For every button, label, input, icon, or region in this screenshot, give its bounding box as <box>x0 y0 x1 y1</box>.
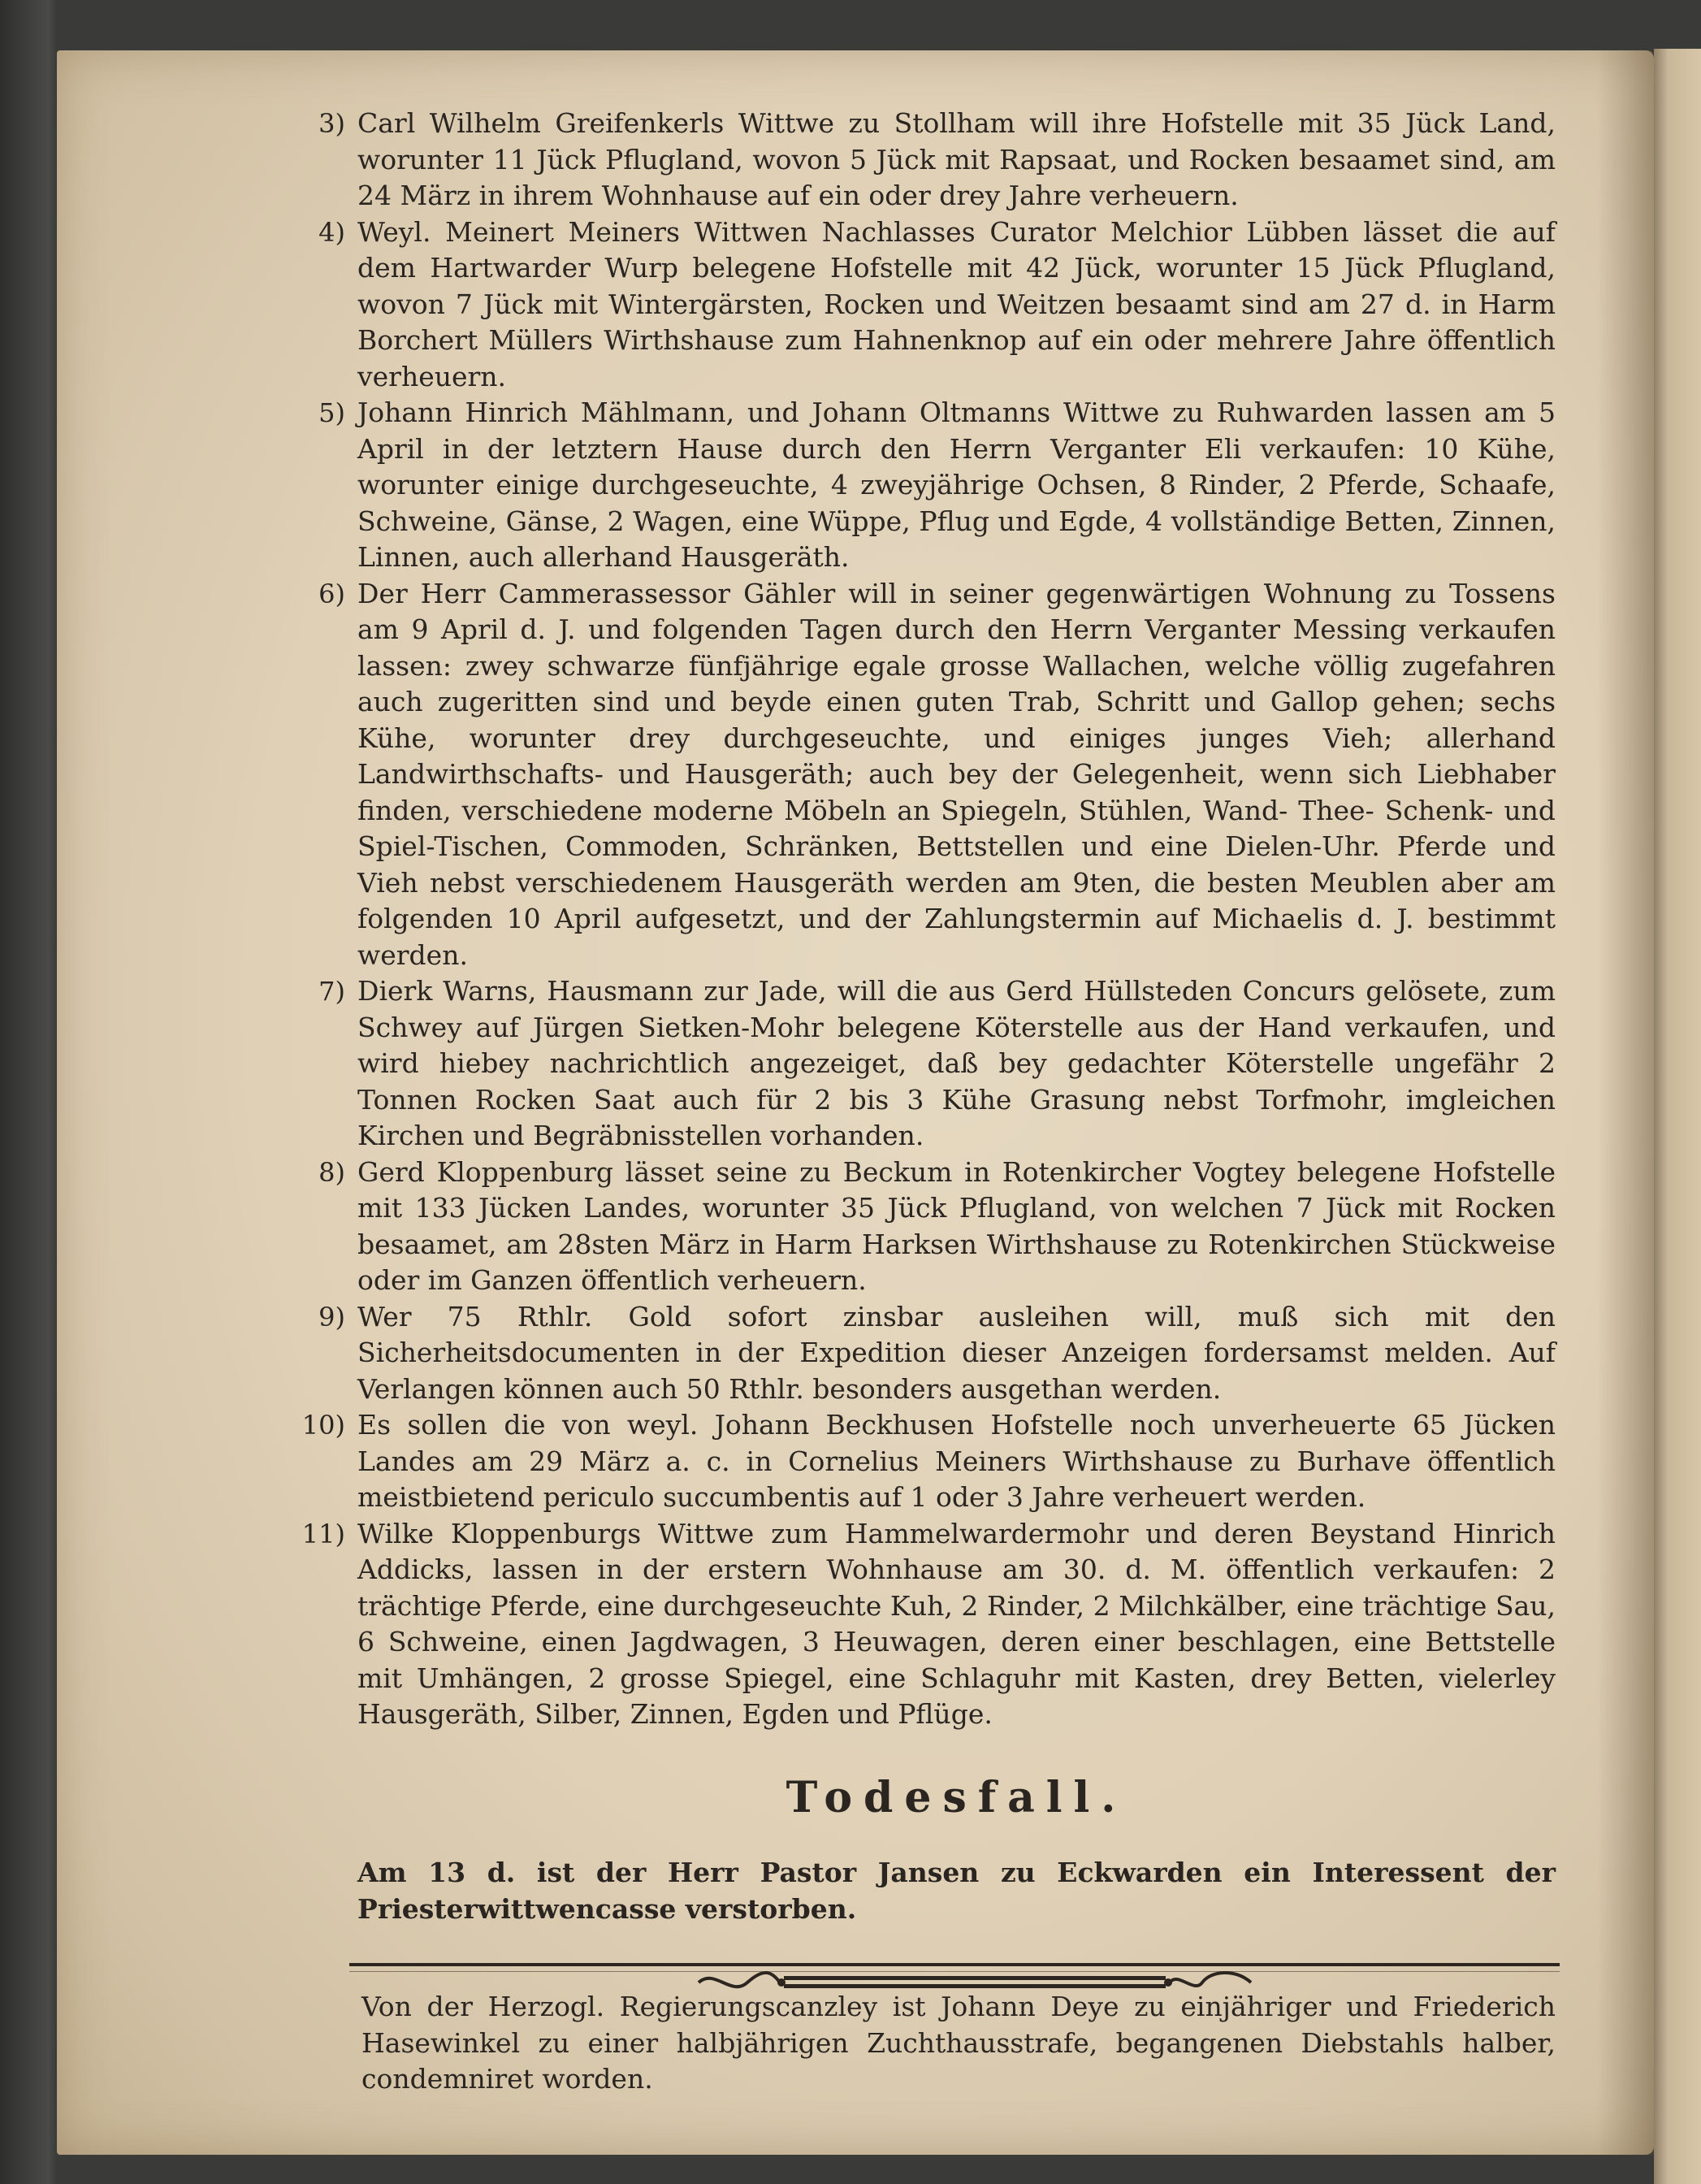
entry-number: 7) <box>318 976 345 1007</box>
entry-number: 10) <box>301 1410 345 1441</box>
entry-text: Dierk Warns, Hausmann zur Jade, will die aus Gerd Hüllsteden Concurs gelösete, zum Schwey auf Jürgen Sietken-Mohr belegene Köterstelle aus der Hand verkaufen, und wird hiebey nachrichtlich angezeiget, daß bey gedachter Köterstelle ungefähr 2 Tonnen Rocken Saat auch für 2 bis 3 Kühe Grasung nebst Torfmohr, imgleichen Kirchen und Begräbnisstellen vorhanden. <box>357 975 1556 1151</box>
entry-4 <box>318 214 1556 396</box>
gutter-shadow <box>1597 50 1654 2155</box>
entry-3 <box>318 106 1556 214</box>
entry-text: Weyl. Meinert Meiners Wittwen Nachlasses Curator Melchior Lübben lässet die auf dem Hartwarder Wurp belegene Hofstelle mit 42 Jück, worunter 15 Jück Pflugland, wovon 7 Jück mit Wintergärsten, Rocken und Weitzen besaamt sind am 27 d. in Harm Borchert Müllers Wirthshause zum Hahnenknop auf ein oder mehrere Jahre öffentlich verheuern. <box>357 215 1556 392</box>
entry-9 <box>318 1299 1556 1408</box>
entry-5 <box>318 395 1556 576</box>
entry-text: Der Herr Cammerassessor Gähler will in seiner gegenwärtigen Wohnung zu Tossens am 9 April d. J. und folgenden Tagen durch den Herrn Verganter Messing verkaufen lassen: zwey schwarze fünfjährige egale grosse Wallachen, welche völlig zugefahren auch zugeritten sind und beyde einen guten Trab, Schritt und Gallop gehen; sechs Kühe, worunter drey durchgeseuchte, und einiges junges Vieh; allerhand Landwirthschafts- und Hausgeräth; auch bey der Gelegenheit, wenn sich Liebhaber finden, verschiedene moderne Möbeln an Spiegeln, Stühlen, Wand- Thee- Schenk- und Spiel-Tischen, Commoden, Schränken, Bettstellen und eine Dielen-Uhr. Pferde und Vieh nebst verschiedenem Hausgeräth werden am 9ten, die besten Meublen aber am folgenden 10 April aufgesetzt, und der Zahlungstermin auf Michaelis d. J. bestimmt werden. <box>357 577 1556 971</box>
entry-number: 9) <box>318 1301 345 1332</box>
entry-number: 5) <box>318 397 345 428</box>
entry-number: 11) <box>301 1518 345 1549</box>
entry-text: Gerd Kloppenburg lässet seine zu Beckum in Rotenkircher Vogtey belegene Hofstelle mit 133 Jücken Landes, worunter 35 Jück Pflugland, von welchen 7 Jück mit Rocken besaamet, am 28sten März in Harm Harksen Wirthshause zu Rotenkirchen Stückweise oder im Ganzen öffentlich verheuern. <box>357 1155 1556 1296</box>
entry-text: Johann Hinrich Mählmann, und Johann Oltmanns Wittwe zu Ruhwarden lassen am 5 April in der letztern Hause durch den Herrn Verganter Eli verkaufen: 10 Kühe, worunter einige durchgeseuchte, 4 zweyjährige Ochsen, 8 Rinder, 2 Pferde, Schaafe, Schweine, Gänse, 2 Wagen, eine Wüppe, Pflug und Egde, 4 vollständige Betten, Zinnen, Linnen, auch allerhand Hausgeräth. <box>357 396 1556 573</box>
entry-text: Wilke Kloppenburgs Wittwe zum Hammelwardermohr und deren Beystand Hinrich Addicks, lassen in der erstern Wohnhause am 30. d. M. öffentlich verkaufen: 2 trächtige Pferde, eine durchgeseuchte Kuh, 2 Rinder, 2 Milchkälber, eine trächtige Sau, 6 Schweine, einen Jagdwagen, 3 Heuwagen, deren einer beschlagen, eine Bettstelle mit Umhängen, 2 grosse Spiegel, eine Schlaguhr mit Kasten, drey Betten, vielerley Hausgeräth, Silber, Zinnen, Egden und Pflüge. <box>357 1517 1556 1730</box>
entry-6 <box>318 576 1556 974</box>
entry-number: 4) <box>318 216 345 248</box>
ornament-flourish <box>690 1966 1259 1999</box>
court-notice: Von der Herzogl. Regierungscanzley ist Johann Deye zu einjähriger und Friederich Hasewinkel zu einer halbjährigen Zuchthausstrafe, begangenen Diebstahls halber, condemniret worden. <box>361 1991 1556 2095</box>
entry-text: Es sollen die von weyl. Johann Beckhusen Hofstelle noch unverheuerte 65 Jücken Landes am 29 März a. c. in Cornelius Meiners Wirthshause zu Burhave öffentlich meistbietend periculo succumbentis auf 1 oder 3 Jahre verheuert werden. <box>357 1409 1556 1513</box>
entry-number: 8) <box>318 1156 345 1188</box>
facing-page-edge <box>1654 49 1701 2184</box>
death-heading: Todesfall. <box>786 1772 1128 1822</box>
entry-text: Carl Wilhelm Greifenkerls Wittwe zu Stollham will ihre Hofstelle mit 35 Jück Land, worunter 11 Jück Pflugland, wovon 5 Jück mit Rapsaat, und Rocken besaamet sind, am 24 März in ihrem Wohnhause auf ein oder drey Jahre verheuern. <box>357 107 1556 211</box>
entry-number: 3) <box>318 108 345 139</box>
entry-text: Wer 75 Rthlr. Gold sofort zinsbar ausleihen will, muß sich mit den Sicherheitsdocumenten in der Expedition dieser Anzeigen fordersamst melden. Auf Verlangen können auch 50 Rthlr. besonders ausgethan werden. <box>357 1300 1556 1405</box>
death-notice: Am 13 d. ist der Herr Pastor Jansen zu Eckwarden ein Interessent der Priesterwittwencasse verstorben. <box>357 1857 1556 1925</box>
entry-7 <box>318 973 1556 1155</box>
page-text-block <box>301 106 1556 2098</box>
entry-number: 6) <box>318 578 345 609</box>
entry-8 <box>318 1155 1556 1299</box>
entry-11 <box>301 1516 1556 1733</box>
entry-10 <box>301 1407 1556 1516</box>
